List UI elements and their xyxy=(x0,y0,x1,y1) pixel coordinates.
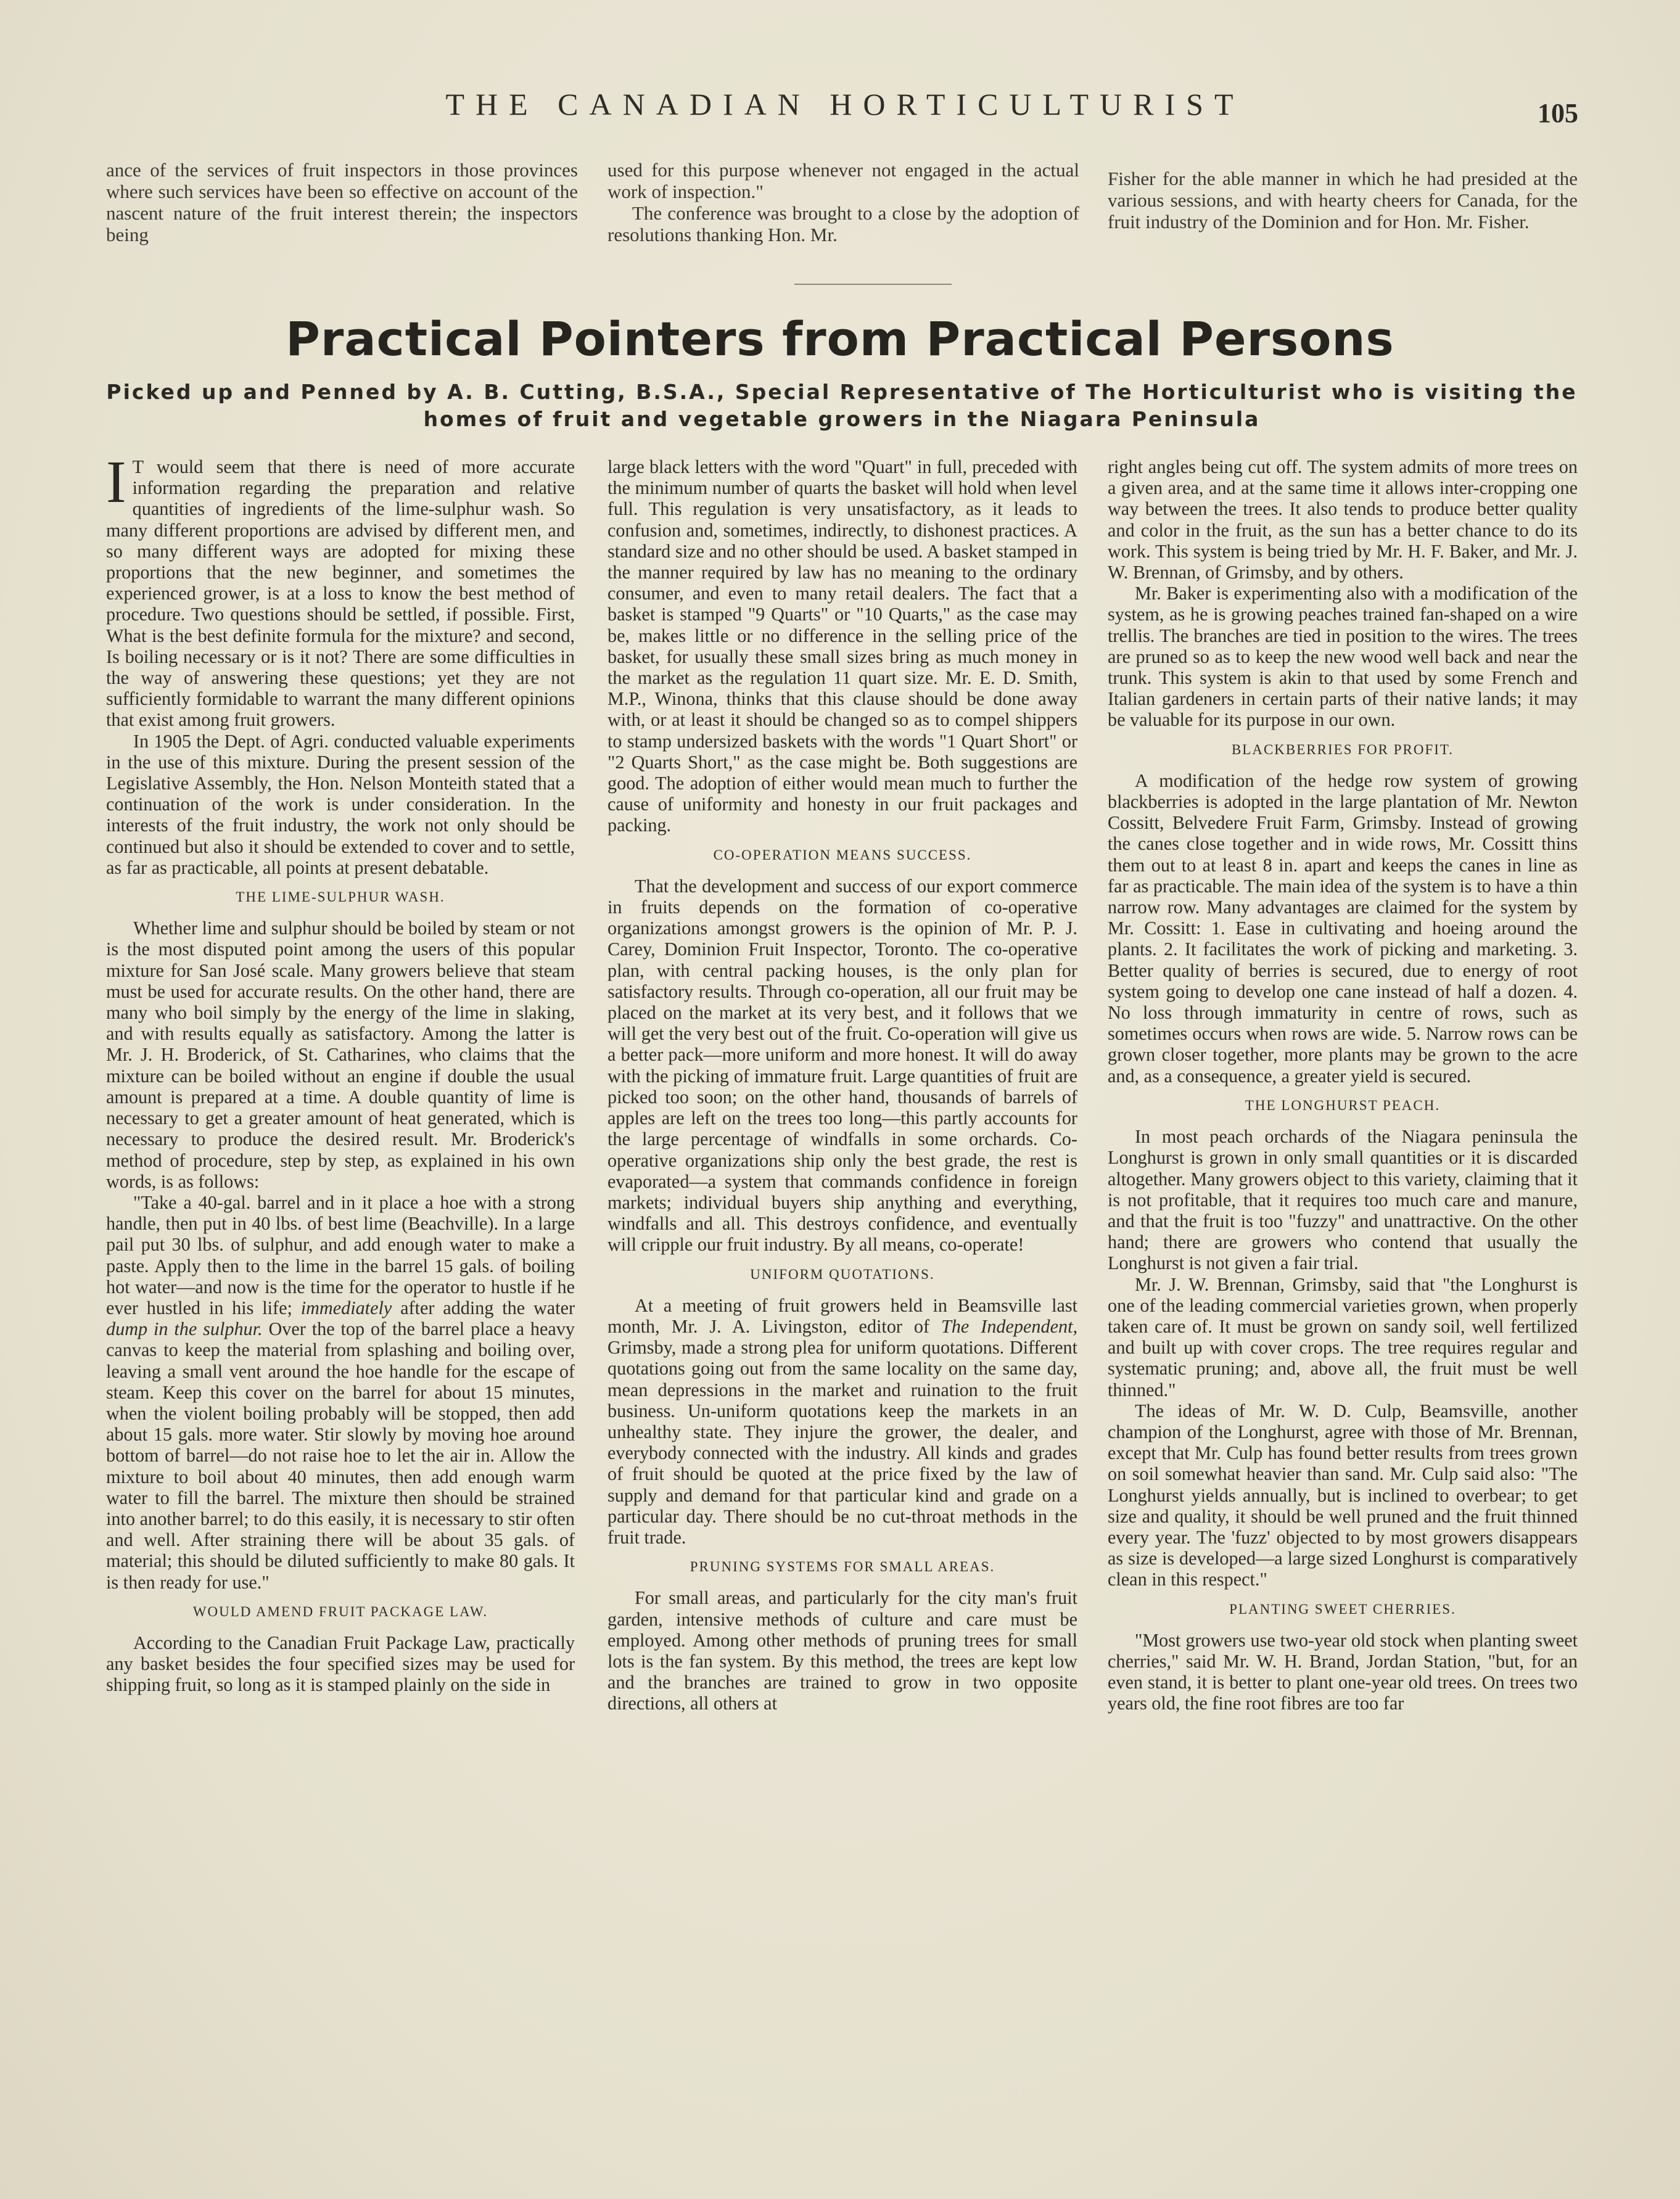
section-heading-fruit-package-law: WOULD AMEND FRUIT PACKAGE LAW. xyxy=(192,1603,488,1619)
body-paragraph: In most peach orchards of the Niagara peninsula the Longhurst is grown in only small quantities or it is discarded altogether. Many growers object to this variety, claiming that it is not profitable, that it requires too much care and manure, and that the fruit is too "fuzzy" and unattractive. On the other hand; there are growers who contend that usually the Longhurst is not given a fair trial. xyxy=(1108,1126,1578,1274)
section-heading-blackberries: BLACKBERRIES FOR PROFIT. xyxy=(1231,741,1454,757)
continued-paragraph: used for this purpose whenever not engaged in the actual work of inspection." xyxy=(607,159,1079,202)
intro-paragraph xyxy=(106,449,575,731)
page-number: 105 xyxy=(1538,98,1578,128)
section-heading-longhurst-peach: THE LONGHURST PEACH. xyxy=(1245,1097,1441,1113)
quote-text: Over the top of the barrel place a heavy canvas to keep the material from splashing and boiling over, leaving a small vent around the hoe handle for the escape of steam. Keep this cover on the barrel for about 15 minutes, when the violent boiling probably will be stopped, then add about 15 gals. more water. Stir slowly by moving hoe around bottom of barrel—do not raise hoe to let the air in. Allow the mixture to boil about 40 minutes, then add enough warm water to fill the barrel. The mixture then should be strained into another barrel; to do this easily, it is necessary to stir often and well. After straining there will be about 35 gals. of material; this should be diluted sufficiently to make 80 gals. It is then ready for use." xyxy=(106,1318,575,1593)
body-paragraph: According to the Canadian Fruit Package Law, practically any basket besides the four specified sizes may be used for shipping fruit, so long as it is stamped plainly on the side in xyxy=(106,1632,575,1696)
body-paragraph: In 1905 the Dept. of Agri. conducted valuable experiments in the use of this mixture. During the present session of the Legislative Assembly, the Hon. Nelson Monteith stated that a continuation of the work is under consideration. In the interests of the fruit industry, the work not only should be continued but also it should be extended to cover and to settle, as far as practicable, all points at present debatable. xyxy=(106,730,575,878)
body-text: Grimsby, made a strong plea for uniform quotations. Different quotations going out from the same locality on the same day, mean depressions in the market and ruination to the fruit business. Un-uniform quotations keep the markets in an unhealthy state. They injure the grower, the dealer, and everybody connected with the industry. All kinds and grades of fruit should be quoted at the price fixed by the law of supply and demand for that particular kind and grade on a particular day. There should be no cut-throat methods in the fruit trade. xyxy=(607,1337,1077,1548)
continued-column-3 xyxy=(1108,168,1578,232)
section-heading-sweet-cherries: PLANTING SWEET CHERRIES. xyxy=(1229,1601,1456,1617)
body-paragraph: A modification of the hedge row system of growing blackberries is adopted in the large plantation of Mr. Newton Cossitt, Belvedere Fruit Farm, Grimsby. Instead of growing the canes close together and in wide rows, Mr. Cossitt thins them out to at least 8 in. apart and keeps the canes in line as far as practicable. The main idea of the system is to have a thin narrow row. Many advantages are claimed for the system by Mr. Cossitt: 1. Ease in cultivating and hoeing around the plants. 2. It facilitates the work of picking and marketing. 3. Better quality of berries is secured, due to energy of root system going to develop one cane instead of half a dozen. 4. No loss through immaturity in centre of rows, such as sometimes occurs when rows are wide. 5. Narrow rows can be grown closer together, more plants may be grown to the acre and, as a consequence, a greater yield is secured. xyxy=(1108,770,1578,1087)
section-heading-uniform-quotations: UNIFORM QUOTATIONS. xyxy=(750,1266,935,1282)
section-heading-co-operation: CO-OPERATION MEANS SUCCESS. xyxy=(713,847,972,863)
body-paragraph: large black letters with the word "Quart" in full, preceded with the minimum number of quarts the basket will hold when level full. This regulation is very unsatisfactory, as it leads to confusion and, sometimes, indirectly, to dishonest practices. A standard size and no other should be used. A basket stamped in the manner required by law has no meaning to the ordinary consumer, and even to many retail dealers. The fact that a basket is stamped "9 Quarts" or "10 Quarts," as the case may be, makes little or no difference in the selling price of the basket, for usually these small sizes bring as much money in the market as the regulation 11 quart size. Mr. E. D. Smith, M.P., Winona, thinks that this clause should be done away with, or at least it should be changed so as to compel shippers to stamp undersized baskets with the words "1 Quart Short" or "2 Quarts Short," as the case might be. Both suggestions are good. The adoption of either would mean much to further the cause of uniformity and honesty in our fruit packages and packing. xyxy=(607,456,1077,836)
section-heading-lime-sulphur: THE LIME-SULPHUR WASH. xyxy=(236,889,445,905)
quote-text: "Take a 40-gal. barrel and in it place a hoe with a strong handle, then put in 40 lbs. of best lime (Beachville). In a large pail put 30 lbs. of sulphur, and add enough water to make a paste. Apply then to the lime in the barrel 15 gals. of boiling hot water—and now is the time for the operator to hustle if he ever hustled in his life; xyxy=(106,1191,575,1318)
continued-paragraph: Fisher for the able manner in which he had presided at the various sessions, and with hearty cheers for Canada, for the fruit industry of the Dominion and for Hon. Mr. Fisher. xyxy=(1108,168,1578,232)
section-heading-pruning-systems: PRUNING SYSTEMS FOR SMALL AREAS. xyxy=(690,1559,995,1575)
publication-title: The Independent, xyxy=(941,1315,1078,1337)
emphasis-text: dump in the sulphur. xyxy=(106,1318,263,1340)
article-column-1 xyxy=(106,449,575,1696)
body-paragraph: The ideas of Mr. W. D. Culp, Beamsville, another champion of the Longhurst, agree with those of Mr. Brennan, except that Mr. Culp has found better results from trees grown on soil somewhat heavier than sand. Mr. Culp said also: "The Longhurst yields annually, but is inclined to overbear; to get size and quality, it should be well pruned and the fruit thinned every year. The 'fuzz' objected to by most growers disappears as size is developed—a large sized Longhurst is comparatively clean in this respect." xyxy=(1108,1400,1578,1590)
continued-column-1 xyxy=(106,159,578,245)
body-paragraph: That the development and success of our export commerce in fruits depends on the formation of co-operative organizations amongst growers is the opinion of Mr. P. J. Carey, Dominion Fruit Inspector, Toronto. The co-operative plan, with central packing houses, is the only plan for satisfactory results. Through co-operation, all our fruit may be placed on the market at its very best, and it follows that we will get the very best out of the fruit. Co-operation will give us a better pack—more uniform and more honest. It will do away with the picking of immature fruit. Large quantities of fruit are picked too soon; on the other hand, thousands of barrels of apples are left on the trees too long—this partly accounts for the large percentage of windfalls in some orchards. Co-operative organizations ship only the best grade, the rest is evaporated—a system that commands confidence in foreign markets; individual buyers ship anything and everything, windfalls and all. This destroys confidence, and eventually will cripple our fruit industry. By all means, co-operate! xyxy=(607,875,1077,1256)
article-column-3 xyxy=(1108,456,1578,1714)
article-byline: Picked up and Penned by A. B. Cutting, B.S.A., Special Representative of The Horticulturist who is visiting the homes of fruit and vegetable growers in the Niagara Peninsula xyxy=(106,380,1578,431)
continued-paragraph: ance of the services of fruit inspectors in those provinces where such services have been so effective on account of the nascent nature of the fruit interest therein; the inspectors being xyxy=(106,159,578,245)
body-paragraph: For small areas, and particularly for the city man's fruit garden, intensive methods of culture and care must be employed. Among other methods of pruning trees for small lots is the fan system. By this method, the trees are kept low and the branches are trained to grow in two opposite directions, all others at xyxy=(607,1587,1077,1714)
body-paragraph: "Most growers use two-year old stock when planting sweet cherries," said Mr. W. H. Brand, Jordan Station, "but, for an even stand, it is better to plant one-year old trees. On trees two years old, the fine root fibres are too far xyxy=(1108,1629,1578,1714)
article-column-2 xyxy=(607,456,1077,1714)
body-paragraph: Mr. J. W. Brennan, Grimsby, said that "the Longhurst is one of the leading commercial varieties grown, when properly taken care of. It must be grown on sandy soil, well fertilized and built up with cover crops. The tree requires regular and systematic pruning; and, above all, the fruit must be well thinned." xyxy=(1108,1273,1578,1400)
section-divider xyxy=(794,284,952,285)
body-text: At a meeting of fruit growers held in Beamsville last month, Mr. J. A. Livingston, editor of xyxy=(607,1294,1077,1337)
emphasis-text: immediately xyxy=(300,1297,392,1318)
body-paragraph xyxy=(607,1295,1077,1548)
continued-paragraph: The conference was brought to a close by the adoption of resolutions thanking Hon. Mr. xyxy=(607,202,1079,245)
quote-text: after adding the water xyxy=(400,1297,575,1318)
body-paragraph: right angles being cut off. The system admits of more trees on a given area, and at the same time it allows inter-cropping one way between the trees. It also tends to produce better quality and color in the fruit, as the sun has a better chance to do its work. This system is being tried by Mr. H. F. Baker, and Mr. J. W. Brennan, of Grimsby, and by others. xyxy=(1108,456,1578,583)
continued-column-2 xyxy=(607,159,1079,245)
article-headline: Practical Pointers from Practical Persons xyxy=(286,311,1394,366)
body-paragraph: Whether lime and sulphur should be boiled by steam or not is the most disputed point among the users of this popular mixture for San José scale. Many growers believe that steam must be used for accurate results. On the other hand, there are many who boil simply by the energy of the lime in slaking, and with results equally as satisfactory. Among the latter is Mr. J. H. Broderick, of St. Catharines, who claims that the mixture can be boiled without an engine if double the usual amount is prepared at a time. A double quantity of lime is necessary to get a greater amount of heat generated, which is necessary to produce the desired result. Mr. Broderick's method of procedure, step by step, as explained in his own words, is as follows: xyxy=(106,918,575,1192)
intro-text: T would seem that there is need of more accurate information regarding the preparation and relative quantities of ingredients of the lime-sulphur wash. So many different proportions are advised by different men, and so many different ways are adopted for mixing these proportions that the new beginner, and sometimes the experienced grower, is at a loss to know the best method of procedure. Two questions should be settled, if possible. First, What is the best definite formula for the mixture? and second, Is boiling necessary or is it not? There are some difficulties in the way of answering these questions; yet they are not sufficiently formidable to warrant the many different opinions that exist among fruit growers. xyxy=(106,456,575,731)
drop-cap: I xyxy=(106,449,126,516)
quoted-method-paragraph xyxy=(106,1192,575,1593)
running-title: THE CANADIAN HORTICULTURIST xyxy=(445,87,1245,121)
body-paragraph: Mr. Baker is experimenting also with a modification of the system, as he is growing peaches trained fan-shaped on a wire trellis. The branches are tied in position to the wires. The trees are pruned so as to keep the new wood well back and near the trunk. This system is akin to that used by some French and Italian gardeners in certain parts of their native lands; it may be valuable for its purpose in our own. xyxy=(1108,583,1578,731)
